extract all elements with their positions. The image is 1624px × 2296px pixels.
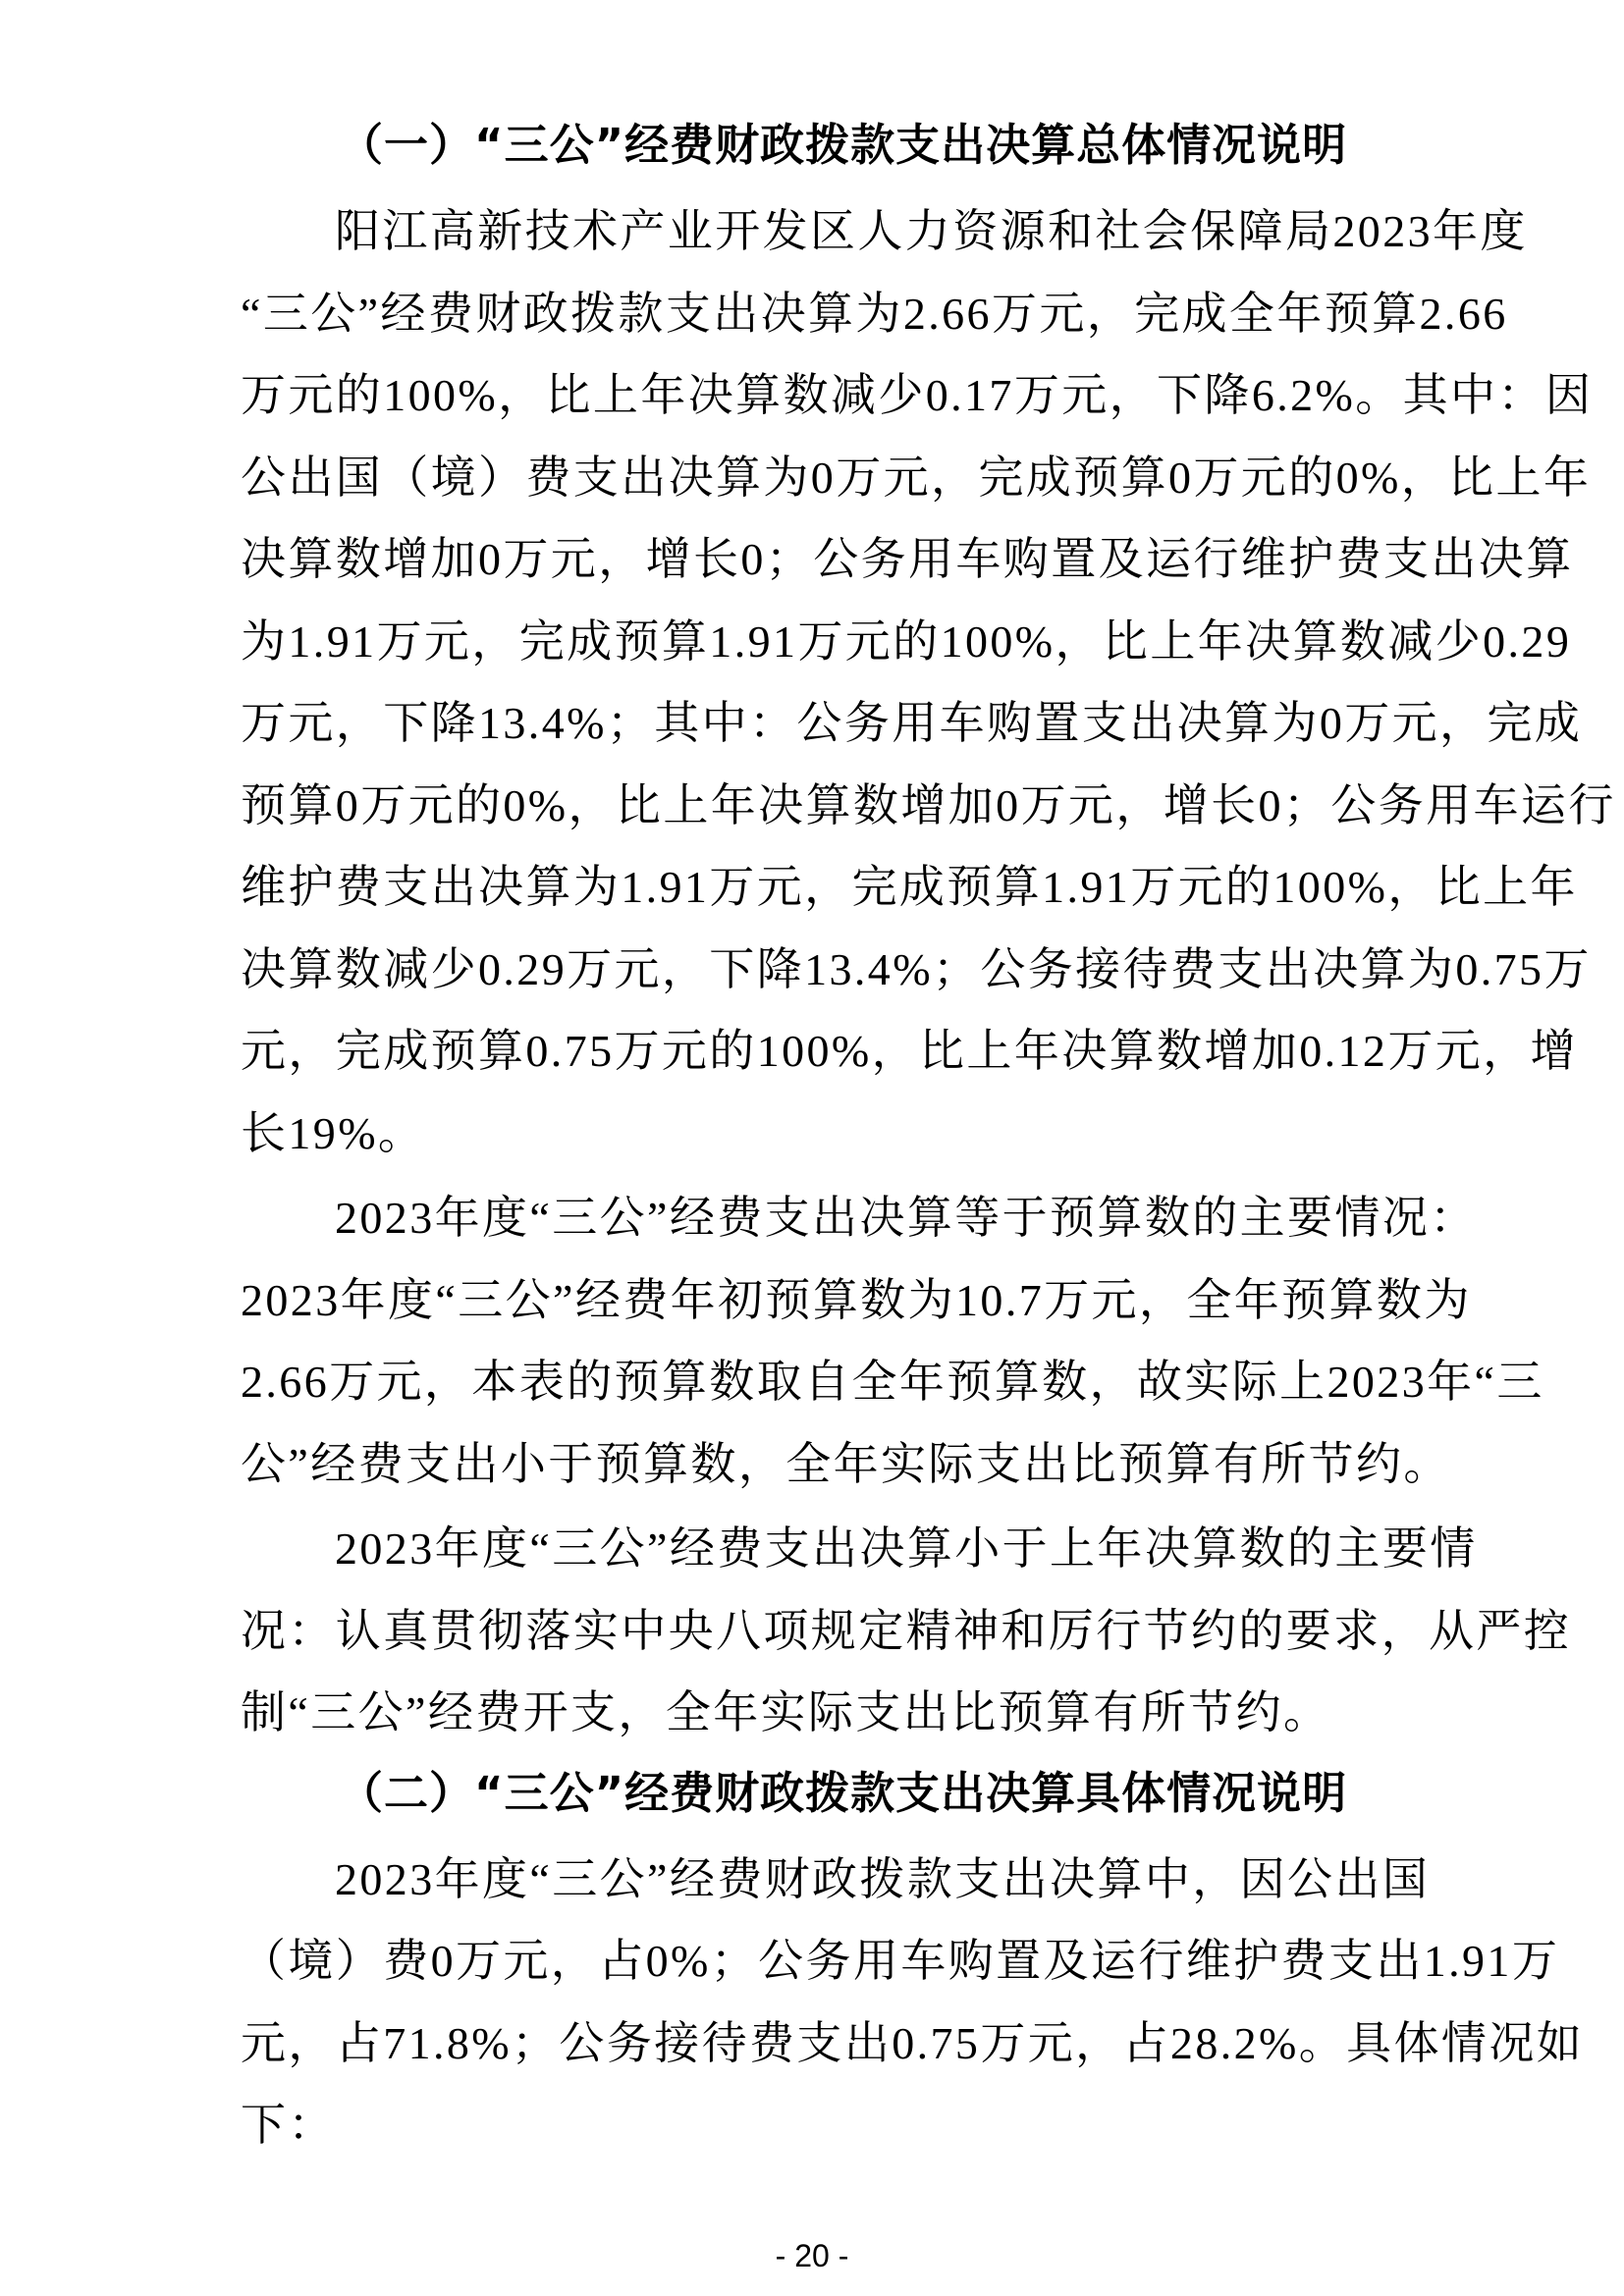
text-line: 决算数减少0.29万元，下降13.4%；公务接待费支出决算为0.75万 <box>241 943 1592 994</box>
text-line: 2023年度“三公”经费支出决算小于上年决算数的主要情 <box>335 1523 1478 1574</box>
text-line: 阳江高新技术产业开发区人力资源和社会保障局2023年度 <box>335 206 1528 256</box>
text-line: 2023年度“三公”经费财政拨款支出决算中，因公出国 <box>335 1853 1431 1904</box>
text-line: 万元的100%，比上年决算数减少0.17万元，下降6.2%。其中：因 <box>241 370 1594 420</box>
text-line: “三公”经费财政拨款支出决算为2.66万元，完成全年预算2.66 <box>241 288 1508 339</box>
text-line: （境）费0万元，占0%；公务用车购置及运行维护费支出1.91万 <box>241 1936 1560 1986</box>
text-line: 2.66万元，本表的预算数取自全年预算数，故实际上2023年“三 <box>241 1357 1544 1407</box>
text-line: 万元，下降13.4%；其中：公务用车购置支出决算为0万元，完成 <box>241 698 1583 748</box>
section-heading-overall: （一）“三公”经费财政拨款支出决算总体情况说明 <box>339 119 1348 171</box>
text-line: 2023年度“三公”经费支出决算等于预算数的主要情况： <box>335 1193 1478 1243</box>
text-line: 制“三公”经费开支，全年实际支出比预算有所节约。 <box>241 1687 1331 1737</box>
text-line: 长19%。 <box>241 1107 426 1158</box>
text-line: 为1.91万元，完成预算1.91万元的100%，比上年决算数减少0.29 <box>241 615 1572 667</box>
text-line: 况：认真贯彻落实中央八项规定精神和厉行节约的要求，从严控 <box>241 1605 1572 1656</box>
text-line: 2023年度“三公”经费年初预算数为10.7万元，全年预算数为 <box>241 1274 1472 1325</box>
paragraph-detail-breakdown <box>241 1839 1585 2166</box>
paragraph-overall-summary <box>241 190 1616 1174</box>
text-line: 公”经费支出小于预算数，全年实际支出比预算有所节约。 <box>241 1438 1451 1489</box>
paragraph-prior-year-comparison <box>241 1508 1572 1754</box>
page-number: - 20 - <box>775 2238 849 2273</box>
text-line: 公出国（境）费支出决算为0万元，完成预算0万元的0%，比上年 <box>241 452 1592 503</box>
text-line: 维护费支出决算为1.91万元，完成预算1.91万元的100%，比上年 <box>241 862 1578 912</box>
text-line: 决算数增加0万元，增长0；公务用车购置及运行维护费支出决算 <box>241 534 1574 584</box>
text-line: 预算0万元的0%，比上年决算数增加0万元，增长0；公务用车运行 <box>241 779 1616 830</box>
text-line: 元，完成预算0.75万元的100%，比上年决算数增加0.12万元，增 <box>241 1026 1578 1076</box>
document-page <box>241 110 1616 2166</box>
text-line: 下： <box>241 2100 336 2150</box>
text-line: 元，占71.8%；公务接待费支出0.75万元，占28.2%。具体情况如 <box>241 2017 1585 2068</box>
section-heading-detail: （二）“三公”经费财政拨款支出决算具体情况说明 <box>339 1766 1348 1819</box>
paragraph-budget-comparison <box>241 1177 1544 1505</box>
